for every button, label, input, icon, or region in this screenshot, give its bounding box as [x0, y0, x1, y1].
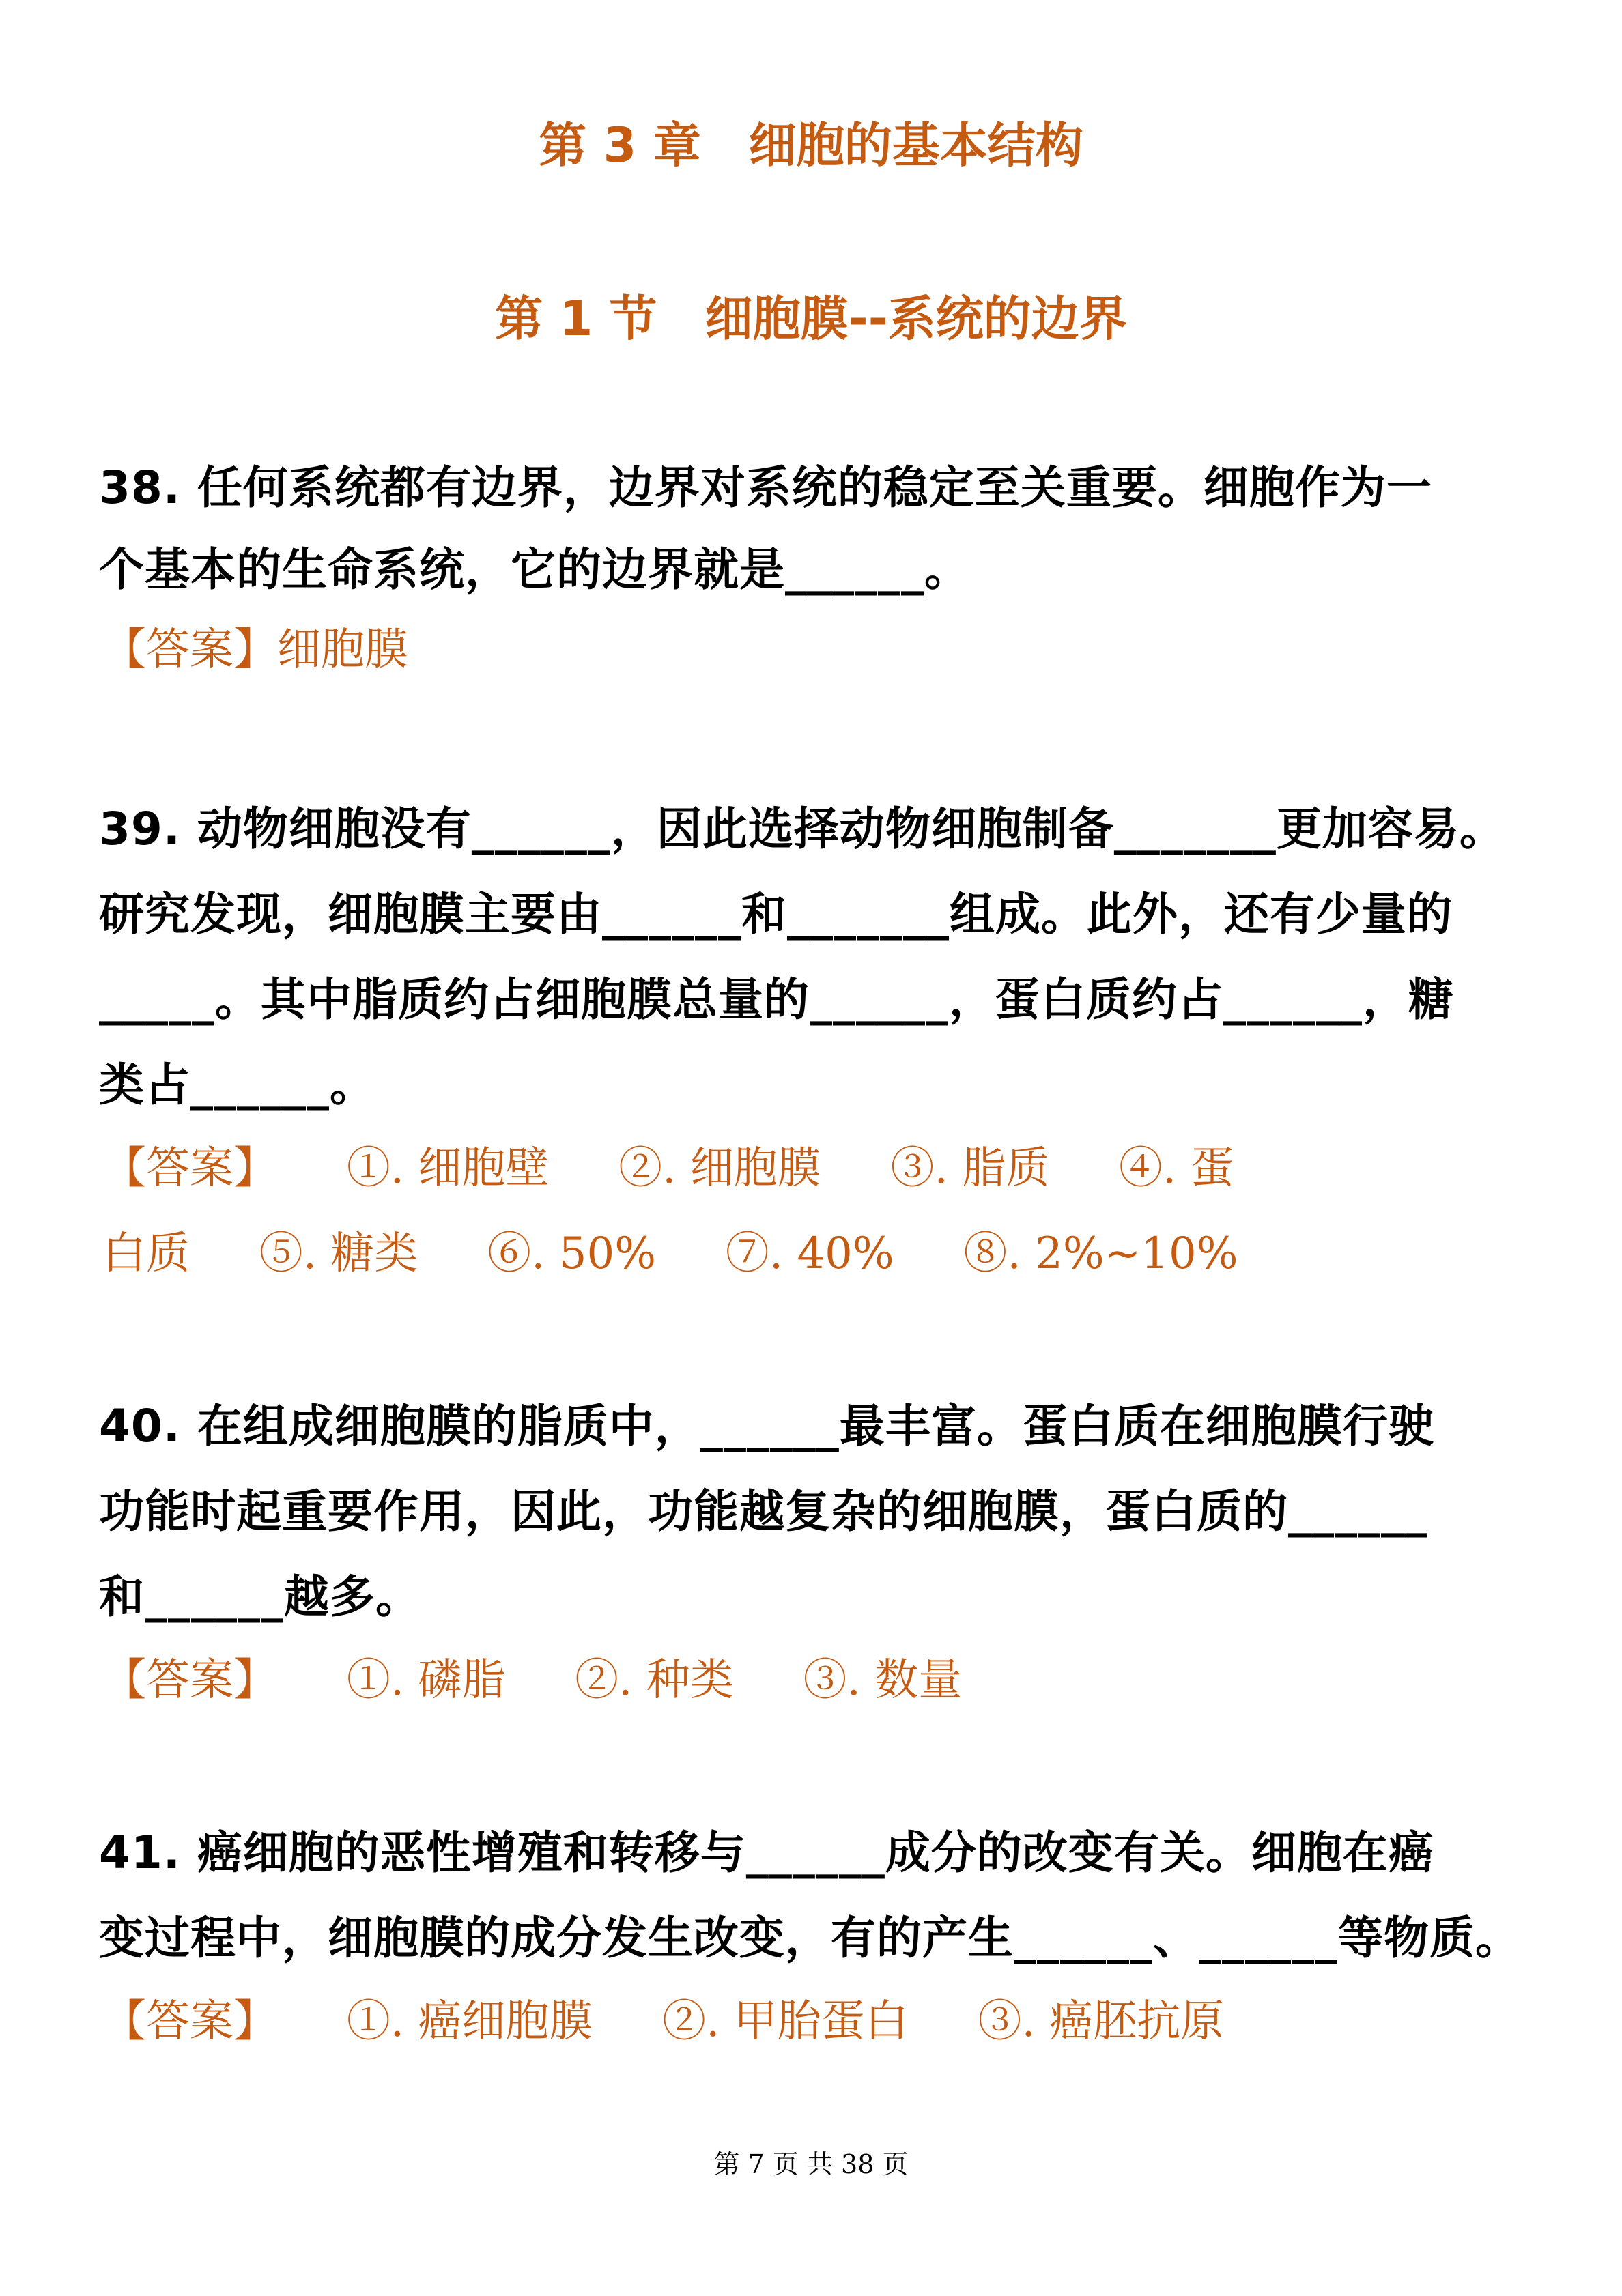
- answer-line: 【答案】细胞膜: [102, 625, 408, 675]
- question-line: 功能时起重要作用，因此，功能越复杂的细胞膜，蛋白质的______: [99, 1485, 1427, 1538]
- question-line: 40. 在组成细胞膜的脂质中，______最丰富。蛋白质在细胞膜行驶: [99, 1400, 1434, 1452]
- question-line: 39. 动物细胞没有______，因此选择动物细胞制备_______更加容易。: [99, 803, 1505, 855]
- question-line: 41. 癌细胞的恶性增殖和转移与______成分的改变有关。细胞在癌: [99, 1826, 1434, 1879]
- question-line: 研究发现，细胞膜主要由______和_______组成。此外，还有少量的: [99, 888, 1453, 941]
- question-line: 38. 任何系统都有边界，边界对系统的稳定至关重要。细胞作为一: [99, 461, 1432, 514]
- question-line: 个基本的生命系统，它的边界就是______。: [99, 543, 970, 596]
- section-title: 第 1 节 细胞膜--系统的边界: [495, 291, 1127, 347]
- chapter-title: 第 3 章 细胞的基本结构: [539, 117, 1083, 173]
- question-line: _____。其中脂质约占细胞膜总量的______，蛋白质约占______，糖: [99, 973, 1454, 1026]
- question-line: 类占______。: [99, 1059, 375, 1111]
- answer-line: 白质 ⑤. 糖类 ⑥. 50% ⑦. 40% ⑧. 2%~10%: [102, 1229, 1238, 1279]
- answer-line: 【答案】 ①. 磷脂 ②. 种类 ③. 数量: [102, 1655, 963, 1706]
- page-footer: 第 7 页 共 38 页: [713, 2149, 909, 2179]
- answer-line: 【答案】 ①. 癌细胞膜 ②. 甲胎蛋白 ③. 癌胚抗原: [102, 1996, 1225, 2047]
- answer-line: 【答案】 ①. 细胞壁 ②. 细胞膜 ③. 脂质 ④. 蛋: [102, 1143, 1234, 1194]
- question-line: 变过程中，细胞膜的成分发生改变，有的产生______、______等物质。: [99, 1912, 1521, 1964]
- question-line: 和______越多。: [99, 1570, 421, 1623]
